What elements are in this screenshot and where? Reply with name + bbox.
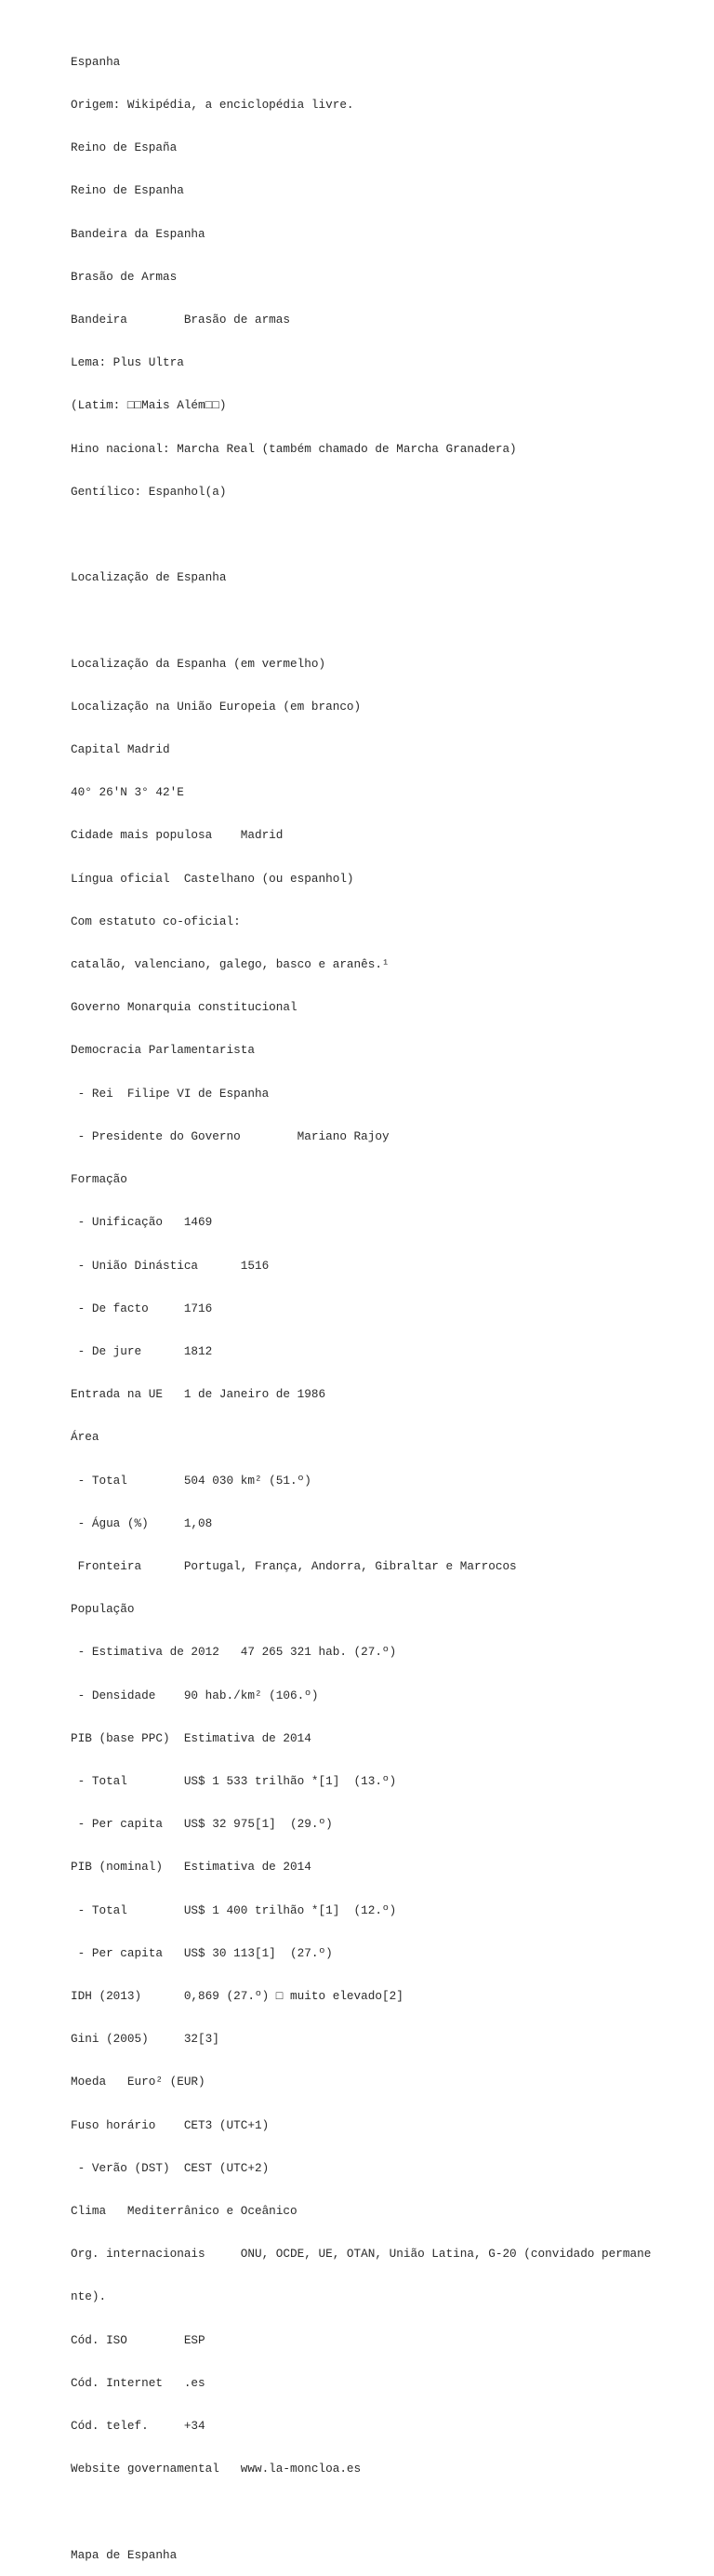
text-line: - De jure 1812	[71, 1343, 213, 1358]
text-line: nte).	[71, 2289, 107, 2304]
text-line: - Per capita US$ 32 975[1] (29.º)	[71, 1817, 333, 1832]
text-line: Governo Monarquia constitucional	[71, 1000, 298, 1015]
text-line: Formação	[71, 1172, 127, 1187]
text-line: Língua oficial Castelhano (ou espanhol)	[71, 871, 354, 886]
blank-line	[71, 2504, 651, 2518]
text-line: Bandeira da Espanha	[71, 226, 205, 241]
text-line: Org. internacionais ONU, OCDE, UE, OTAN, União Latina, G-20 (convidado permane	[71, 2247, 652, 2262]
text-line: Capital Madrid	[71, 742, 170, 757]
text-line: Gini (2005) 32[3]	[71, 2032, 219, 2047]
text-line: Hino nacional: Marcha Real (também chamado de Marcha Granadera)	[71, 441, 517, 456]
text-line: - União Dinástica 1516	[71, 1258, 270, 1273]
text-line: 40° 26'N 3° 42'E	[71, 785, 184, 800]
text-line: Gentílico: Espanhol(a)	[71, 484, 227, 499]
text-line: - Total 504 030 km² (51.º)	[71, 1473, 311, 1488]
text-line: Lema: Plus Ultra	[71, 355, 184, 370]
text-line: Espanha	[71, 54, 121, 69]
text-line: - Total US$ 1 400 trilhão *[1] (12.º)	[71, 1902, 397, 1917]
text-line: - Unificação 1469	[71, 1215, 213, 1230]
document-text	[71, 26, 651, 2576]
text-line: - Per capita US$ 30 113[1] (27.º)	[71, 1945, 333, 1960]
text-line: - De facto 1716	[71, 1301, 213, 1315]
text-line: - Presidente do Governo Mariano Rajoy	[71, 1128, 390, 1143]
text-line: Cód. Internet .es	[71, 2375, 205, 2390]
text-line: Reino de España	[71, 140, 178, 155]
text-line: Localização da Espanha (em vermelho)	[71, 656, 326, 671]
text-line: (Latim: □□Mais Além□□)	[71, 398, 227, 413]
text-line: Origem: Wikipédia, a enciclopédia livre.	[71, 98, 354, 113]
text-line: - Água (%) 1,08	[71, 1515, 213, 1530]
text-line: - Rei Filipe VI de Espanha	[71, 1086, 270, 1101]
text-line: Com estatuto co-oficial:	[71, 914, 241, 928]
text-line: - Estimativa de 2012 47 265 321 hab. (27.º)	[71, 1645, 397, 1660]
blank-line	[71, 527, 651, 541]
text-line: - Densidade 90 hab./km² (106.º)	[71, 1688, 319, 1702]
text-line: Cód. telef. +34	[71, 2418, 205, 2433]
text-line: Cidade mais populosa Madrid	[71, 828, 284, 843]
text-line: PIB (nominal) Estimativa de 2014	[71, 1860, 311, 1875]
text-line: Área	[71, 1430, 99, 1445]
text-line: - Verão (DST) CEST (UTC+2)	[71, 2160, 270, 2175]
text-line: Fronteira Portugal, França, Andorra, Gibraltar e Marrocos	[71, 1558, 517, 1573]
text-line: Cód. ISO ESP	[71, 2332, 205, 2347]
text-line: Entrada na UE 1 de Janeiro de 1986	[71, 1387, 326, 1402]
text-line: IDH (2013) 0,869 (27.º) □ muito elevado[2]	[71, 1988, 403, 2003]
text-line: Localização de Espanha	[71, 570, 227, 585]
text-line: Fuso horário CET3 (UTC+1)	[71, 2117, 270, 2132]
text-line: Moeda Euro² (EUR)	[71, 2075, 205, 2089]
text-line: Website governamental www.la-moncloa.es	[71, 2462, 362, 2476]
text-line: Mapa de Espanha	[71, 2547, 178, 2562]
text-line: População	[71, 1602, 135, 1617]
text-line: Reino de Espanha	[71, 183, 184, 198]
text-line: - Total US$ 1 533 trilhão *[1] (13.º)	[71, 1773, 397, 1788]
text-line: Localização na União Europeia (em branco)	[71, 699, 362, 714]
text-line: PIB (base PPC) Estimativa de 2014	[71, 1730, 311, 1745]
text-line: Bandeira Brasão de armas	[71, 313, 291, 327]
text-line: Clima Mediterrânico e Oceânico	[71, 2203, 298, 2218]
text-line: Brasão de Armas	[71, 269, 178, 284]
text-line: Democracia Parlamentarista	[71, 1043, 255, 1058]
text-line: catalão, valenciano, galego, basco e aranês.¹	[71, 957, 390, 972]
blank-line	[71, 613, 651, 627]
